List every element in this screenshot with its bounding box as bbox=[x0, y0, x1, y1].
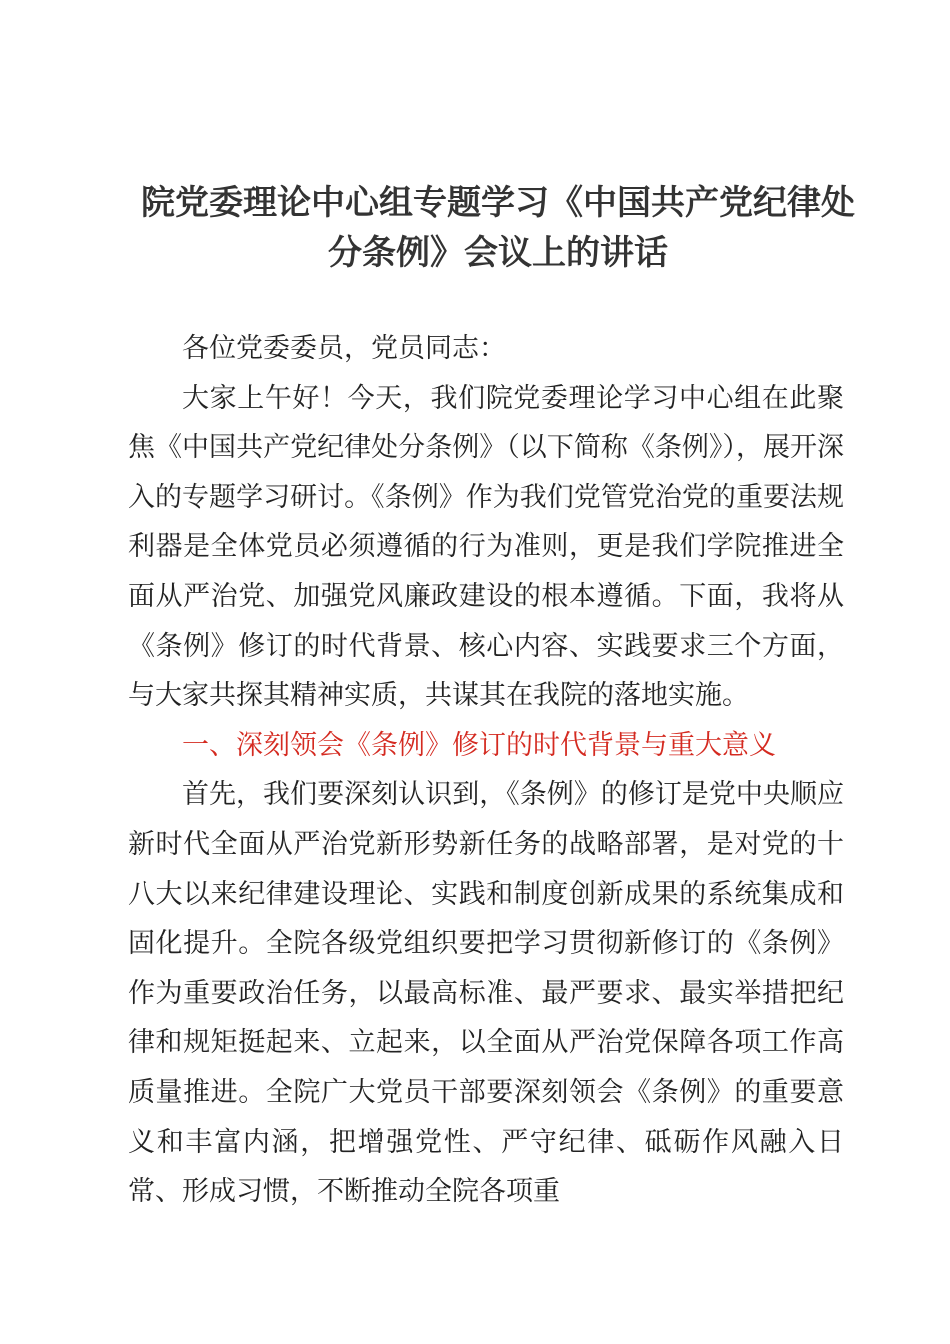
document-body bbox=[128, 324, 844, 1217]
document-title: 院党委理论中心组专题学习《中国共产党纪律处分条例》会议上的讲话 bbox=[141, 183, 855, 273]
intro-paragraph: 大家上午好！今天，我们院党委理论学习中心组在此聚焦《中国共产党纪律处分条例》（以下简称《条例》），展开深入的专题学习研讨。《条例》作为我们党管党治党的重要法规利器是全体党员必须遵循的行为准则，更是我们学院推进全面从严治党、加强党风廉政建设的根本遵循。下面，我将从《条例》修订的时代背景、核心内容、实践要求三个方面，与大家共探其精神实质，共谋其在我院的落地实施。 bbox=[128, 382, 844, 712]
salutation-paragraph: 各位党委委员，党员同志： bbox=[182, 333, 506, 364]
section-heading: 一、深刻领会《条例》修订的时代背景与重大意义 bbox=[182, 729, 776, 761]
section-paragraph: 首先，我们要深刻认识到，《条例》的修订是党中央顺应新时代全面从严治党新形势新任务的战略部署，是对党的十八大以来纪律建设理论、实践和制度创新成果的系统集成和固化提升。全院各级党组织要把学习贯彻新修订的《条例》作为重要政治任务，以最高标准、最严要求、最实举措把纪律和规矩挺起来、立起来，以全面从严治党保障各项工作高质量推进。全院广大党员干部要深刻领会《条例》的重要意义和丰富内涵，把增强党性、严守纪律、砥砺作风融入日常、形成习惯，不断推动全院各项重 bbox=[128, 779, 844, 1208]
